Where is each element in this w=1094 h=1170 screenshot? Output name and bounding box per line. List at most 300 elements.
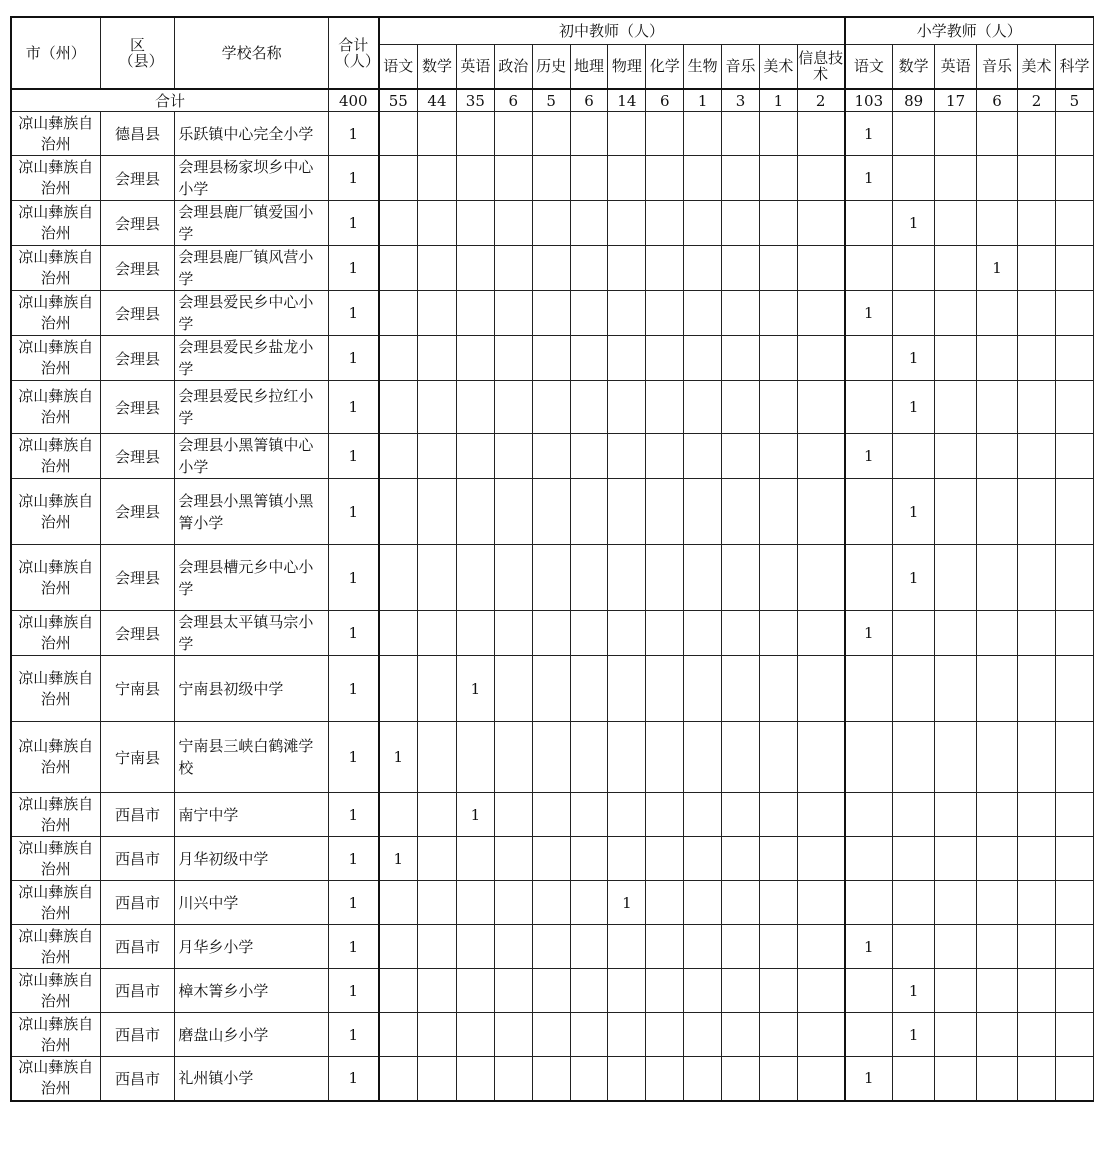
totals-total: 400: [328, 89, 378, 112]
middle-value-cell: [646, 837, 684, 881]
middle-value-cell: [722, 881, 760, 925]
middle-value-cell: [418, 611, 457, 656]
middle-value-cell: [532, 1013, 570, 1057]
school-name-cell: 会理县太平镇马宗小学: [175, 611, 329, 656]
primary-value-cell: [935, 1013, 977, 1057]
totals-primary-cell: 6: [977, 89, 1018, 112]
middle-value-cell: [646, 291, 684, 336]
primary-value-cell: [1018, 112, 1056, 156]
primary-value-cell: [935, 479, 977, 545]
primary-value-cell: [1055, 201, 1093, 246]
middle-value-cell: [684, 291, 722, 336]
middle-value-cell: [684, 1013, 722, 1057]
row-total-cell: 1: [328, 1013, 378, 1057]
middle-value-cell: [456, 246, 494, 291]
primary-value-cell: [1018, 722, 1056, 793]
row-total-cell: 1: [328, 837, 378, 881]
middle-value-cell: [759, 479, 797, 545]
middle-value-cell: [759, 291, 797, 336]
header-middle-subject: 信息技术: [797, 44, 844, 89]
totals-middle-cell: 55: [379, 89, 418, 112]
primary-value-cell: [977, 969, 1018, 1013]
middle-value-cell: [797, 381, 844, 434]
school-name-cell: 会理县鹿厂镇风营小学: [175, 246, 329, 291]
district-cell: 会理县: [100, 336, 175, 381]
middle-value-cell: [722, 925, 760, 969]
primary-value-cell: [977, 201, 1018, 246]
middle-value-cell: [608, 656, 646, 722]
table-row: [11, 722, 1094, 793]
middle-value-cell: [418, 969, 457, 1013]
district-cell: 会理县: [100, 545, 175, 611]
middle-value-cell: 1: [456, 793, 494, 837]
primary-value-cell: [1055, 969, 1093, 1013]
row-total-cell: 1: [328, 291, 378, 336]
district-cell: 会理县: [100, 291, 175, 336]
teacher-allocation-table: [10, 16, 1094, 1102]
primary-value-cell: [977, 656, 1018, 722]
middle-value-cell: [646, 925, 684, 969]
middle-value-cell: [684, 545, 722, 611]
middle-value-cell: [722, 837, 760, 881]
row-total-cell: 1: [328, 156, 378, 201]
middle-value-cell: [379, 112, 418, 156]
middle-value-cell: [379, 793, 418, 837]
school-name-cell: 会理县槽元乡中心小学: [175, 545, 329, 611]
middle-value-cell: [456, 201, 494, 246]
middle-value-cell: [456, 1057, 494, 1101]
middle-value-cell: [759, 925, 797, 969]
city-cell: 凉山彝族自治州: [11, 1013, 100, 1057]
totals-row: [11, 89, 1094, 112]
middle-value-cell: [379, 156, 418, 201]
school-name-cell: 宁南县三峡白鹤滩学校: [175, 722, 329, 793]
middle-value-cell: [646, 722, 684, 793]
middle-value-cell: [456, 381, 494, 434]
middle-value-cell: [532, 246, 570, 291]
primary-value-cell: [935, 969, 977, 1013]
primary-value-cell: [1055, 545, 1093, 611]
header-middle-subject: 英语: [456, 44, 494, 89]
middle-value-cell: [684, 434, 722, 479]
middle-value-cell: [570, 722, 608, 793]
primary-value-cell: [935, 381, 977, 434]
middle-value-cell: [646, 793, 684, 837]
middle-value-cell: [797, 479, 844, 545]
row-total-cell: 1: [328, 434, 378, 479]
primary-value-cell: [977, 381, 1018, 434]
middle-value-cell: [797, 837, 844, 881]
middle-value-cell: [494, 1057, 532, 1101]
middle-value-cell: 1: [379, 722, 418, 793]
middle-value-cell: [797, 969, 844, 1013]
district-cell: 会理县: [100, 381, 175, 434]
primary-value-cell: [1018, 969, 1056, 1013]
header-middle-subject: 历史: [532, 44, 570, 89]
totals-middle-cell: 35: [456, 89, 494, 112]
middle-value-cell: [608, 201, 646, 246]
city-cell: 凉山彝族自治州: [11, 881, 100, 925]
primary-value-cell: [977, 925, 1018, 969]
middle-value-cell: [532, 479, 570, 545]
middle-value-cell: [570, 881, 608, 925]
row-total-cell: 1: [328, 545, 378, 611]
middle-value-cell: [418, 1013, 457, 1057]
middle-value-cell: [684, 381, 722, 434]
primary-value-cell: [845, 479, 893, 545]
row-total-cell: 1: [328, 656, 378, 722]
middle-value-cell: [722, 969, 760, 1013]
school-name-cell: 礼州镇小学: [175, 1057, 329, 1101]
middle-value-cell: [797, 1057, 844, 1101]
middle-value-cell: [532, 434, 570, 479]
middle-value-cell: [797, 1013, 844, 1057]
middle-value-cell: [494, 156, 532, 201]
middle-value-cell: [418, 925, 457, 969]
middle-value-cell: [608, 381, 646, 434]
middle-value-cell: [759, 1057, 797, 1101]
middle-value-cell: [379, 434, 418, 479]
table-row: [11, 112, 1094, 156]
row-total-cell: 1: [328, 1057, 378, 1101]
middle-value-cell: [722, 336, 760, 381]
middle-value-cell: [456, 969, 494, 1013]
middle-value-cell: [646, 1013, 684, 1057]
middle-value-cell: [418, 545, 457, 611]
middle-value-cell: [608, 336, 646, 381]
middle-value-cell: [608, 112, 646, 156]
table-row: [11, 1013, 1094, 1057]
middle-value-cell: [570, 434, 608, 479]
primary-value-cell: [1018, 479, 1056, 545]
middle-value-cell: [646, 1057, 684, 1101]
middle-value-cell: [570, 611, 608, 656]
primary-value-cell: [893, 246, 935, 291]
middle-value-cell: [532, 201, 570, 246]
primary-value-cell: 1: [845, 611, 893, 656]
primary-value-cell: [935, 881, 977, 925]
primary-value-cell: [893, 291, 935, 336]
middle-value-cell: [570, 291, 608, 336]
table-row: [11, 793, 1094, 837]
middle-value-cell: [684, 969, 722, 1013]
middle-value-cell: [532, 881, 570, 925]
primary-value-cell: [893, 611, 935, 656]
row-total-cell: 1: [328, 336, 378, 381]
middle-value-cell: [532, 925, 570, 969]
middle-value-cell: [418, 291, 457, 336]
school-name-cell: 南宁中学: [175, 793, 329, 837]
middle-value-cell: [722, 1057, 760, 1101]
row-total-cell: 1: [328, 793, 378, 837]
header-middle-subject: 美术: [759, 44, 797, 89]
primary-value-cell: [1055, 925, 1093, 969]
middle-value-cell: [418, 112, 457, 156]
primary-value-cell: 1: [845, 925, 893, 969]
table-row: [11, 156, 1094, 201]
header-total: 合计（人）: [328, 17, 378, 89]
school-name-cell: 会理县小黑箐镇小黑箐小学: [175, 479, 329, 545]
middle-value-cell: [684, 479, 722, 545]
middle-value-cell: [722, 656, 760, 722]
primary-value-cell: 1: [893, 336, 935, 381]
primary-value-cell: [1055, 722, 1093, 793]
middle-value-cell: [418, 201, 457, 246]
row-total-cell: 1: [328, 201, 378, 246]
middle-value-cell: [759, 112, 797, 156]
city-cell: 凉山彝族自治州: [11, 479, 100, 545]
header-primary-subject: 音乐: [977, 44, 1018, 89]
table-row: [11, 1057, 1094, 1101]
middle-value-cell: [494, 246, 532, 291]
middle-value-cell: [494, 291, 532, 336]
primary-value-cell: 1: [845, 156, 893, 201]
middle-value-cell: [379, 611, 418, 656]
primary-value-cell: [935, 201, 977, 246]
middle-value-cell: [608, 969, 646, 1013]
primary-value-cell: [893, 925, 935, 969]
middle-value-cell: [379, 545, 418, 611]
header-middle-subject: 物理: [608, 44, 646, 89]
district-cell: 会理县: [100, 479, 175, 545]
primary-value-cell: [977, 1057, 1018, 1101]
middle-value-cell: [494, 969, 532, 1013]
middle-value-cell: [532, 381, 570, 434]
middle-value-cell: [570, 201, 608, 246]
middle-value-cell: [494, 656, 532, 722]
table-row: [11, 837, 1094, 881]
city-cell: 凉山彝族自治州: [11, 381, 100, 434]
table-row: [11, 611, 1094, 656]
totals-middle-cell: 1: [684, 89, 722, 112]
header-middle-subject: 数学: [418, 44, 457, 89]
city-cell: 凉山彝族自治州: [11, 969, 100, 1013]
primary-value-cell: [935, 434, 977, 479]
primary-value-cell: [1055, 1013, 1093, 1057]
row-total-cell: 1: [328, 969, 378, 1013]
primary-value-cell: [1018, 246, 1056, 291]
middle-value-cell: [494, 545, 532, 611]
middle-value-cell: [759, 881, 797, 925]
primary-value-cell: [1018, 545, 1056, 611]
district-cell: 会理县: [100, 246, 175, 291]
middle-value-cell: [379, 479, 418, 545]
primary-value-cell: [935, 336, 977, 381]
header-primary-group: 小学教师（人）: [845, 17, 1094, 44]
middle-value-cell: [379, 336, 418, 381]
primary-value-cell: [1055, 112, 1093, 156]
city-cell: 凉山彝族自治州: [11, 434, 100, 479]
table-row: [11, 434, 1094, 479]
primary-value-cell: [845, 837, 893, 881]
primary-value-cell: [935, 656, 977, 722]
primary-value-cell: [1018, 1013, 1056, 1057]
middle-value-cell: [418, 479, 457, 545]
middle-value-cell: [608, 611, 646, 656]
middle-value-cell: [532, 656, 570, 722]
header-primary-subject: 英语: [935, 44, 977, 89]
primary-value-cell: [1055, 793, 1093, 837]
middle-value-cell: [722, 291, 760, 336]
middle-value-cell: [646, 611, 684, 656]
middle-value-cell: [532, 112, 570, 156]
header-city: 市（州）: [11, 17, 100, 89]
primary-value-cell: [893, 656, 935, 722]
middle-value-cell: [797, 246, 844, 291]
primary-value-cell: [977, 881, 1018, 925]
primary-value-cell: [977, 336, 1018, 381]
middle-value-cell: [759, 793, 797, 837]
middle-value-cell: [684, 246, 722, 291]
middle-value-cell: [379, 246, 418, 291]
middle-value-cell: [570, 479, 608, 545]
middle-value-cell: [759, 1013, 797, 1057]
district-cell: 西昌市: [100, 969, 175, 1013]
primary-value-cell: 1: [893, 1013, 935, 1057]
city-cell: 凉山彝族自治州: [11, 837, 100, 881]
primary-value-cell: [845, 881, 893, 925]
totals-primary-cell: 89: [893, 89, 935, 112]
middle-value-cell: [418, 881, 457, 925]
middle-value-cell: [532, 837, 570, 881]
middle-value-cell: [418, 434, 457, 479]
middle-value-cell: [797, 722, 844, 793]
row-total-cell: 1: [328, 722, 378, 793]
middle-value-cell: [570, 156, 608, 201]
city-cell: 凉山彝族自治州: [11, 793, 100, 837]
middle-value-cell: [797, 112, 844, 156]
primary-value-cell: [845, 201, 893, 246]
middle-value-cell: [418, 837, 457, 881]
primary-value-cell: [935, 837, 977, 881]
middle-value-cell: [418, 793, 457, 837]
district-cell: 宁南县: [100, 722, 175, 793]
middle-value-cell: [684, 201, 722, 246]
middle-value-cell: [646, 881, 684, 925]
middle-value-cell: [570, 925, 608, 969]
primary-value-cell: [1055, 611, 1093, 656]
primary-value-cell: [1055, 881, 1093, 925]
middle-value-cell: [797, 881, 844, 925]
primary-value-cell: [1018, 837, 1056, 881]
middle-value-cell: [608, 793, 646, 837]
primary-value-cell: [1055, 479, 1093, 545]
totals-middle-cell: 1: [759, 89, 797, 112]
primary-value-cell: [1055, 336, 1093, 381]
middle-value-cell: [646, 969, 684, 1013]
header-middle-subject: 化学: [646, 44, 684, 89]
primary-value-cell: [977, 434, 1018, 479]
table-row: [11, 336, 1094, 381]
middle-value-cell: [379, 1013, 418, 1057]
middle-value-cell: [608, 1057, 646, 1101]
middle-value-cell: [570, 112, 608, 156]
header-middle-group: 初中教师（人）: [379, 17, 845, 44]
primary-value-cell: [845, 545, 893, 611]
middle-value-cell: [456, 434, 494, 479]
primary-value-cell: 1: [893, 969, 935, 1013]
middle-value-cell: [418, 656, 457, 722]
middle-value-cell: [570, 246, 608, 291]
totals-middle-cell: 6: [646, 89, 684, 112]
middle-value-cell: [722, 611, 760, 656]
district-cell: 西昌市: [100, 793, 175, 837]
district-cell: 会理县: [100, 611, 175, 656]
middle-value-cell: [494, 611, 532, 656]
primary-value-cell: [1055, 156, 1093, 201]
middle-value-cell: [608, 545, 646, 611]
primary-value-cell: [1055, 837, 1093, 881]
middle-value-cell: [722, 112, 760, 156]
header-district: 区（县）: [100, 17, 175, 89]
middle-value-cell: [456, 479, 494, 545]
primary-value-cell: [893, 112, 935, 156]
middle-value-cell: [608, 837, 646, 881]
middle-value-cell: [608, 925, 646, 969]
school-name-cell: 会理县爱民乡拉红小学: [175, 381, 329, 434]
middle-value-cell: [797, 291, 844, 336]
middle-value-cell: [456, 112, 494, 156]
primary-value-cell: [845, 246, 893, 291]
primary-value-cell: [1018, 793, 1056, 837]
header-school: 学校名称: [175, 17, 329, 89]
primary-value-cell: [845, 381, 893, 434]
totals-middle-cell: 6: [494, 89, 532, 112]
table-row: [11, 969, 1094, 1013]
city-cell: 凉山彝族自治州: [11, 112, 100, 156]
district-cell: 宁南县: [100, 656, 175, 722]
district-cell: 西昌市: [100, 1013, 175, 1057]
middle-value-cell: 1: [456, 656, 494, 722]
totals-middle-cell: 44: [418, 89, 457, 112]
middle-value-cell: [608, 291, 646, 336]
middle-value-cell: [646, 479, 684, 545]
middle-value-cell: [456, 611, 494, 656]
primary-value-cell: [1018, 336, 1056, 381]
middle-value-cell: [418, 156, 457, 201]
primary-value-cell: [977, 545, 1018, 611]
primary-value-cell: 1: [977, 246, 1018, 291]
totals-primary-cell: 5: [1055, 89, 1093, 112]
primary-value-cell: [935, 545, 977, 611]
middle-value-cell: [759, 545, 797, 611]
middle-value-cell: [494, 837, 532, 881]
school-name-cell: 磨盘山乡小学: [175, 1013, 329, 1057]
middle-value-cell: [456, 837, 494, 881]
primary-value-cell: [893, 434, 935, 479]
primary-value-cell: [1055, 434, 1093, 479]
middle-value-cell: [797, 793, 844, 837]
middle-value-cell: [456, 881, 494, 925]
middle-value-cell: [722, 793, 760, 837]
middle-value-cell: [494, 925, 532, 969]
primary-value-cell: [935, 291, 977, 336]
primary-value-cell: [1018, 656, 1056, 722]
city-cell: 凉山彝族自治州: [11, 656, 100, 722]
primary-value-cell: [1018, 881, 1056, 925]
middle-value-cell: [379, 381, 418, 434]
middle-value-cell: [646, 336, 684, 381]
middle-value-cell: [608, 722, 646, 793]
school-name-cell: 会理县爱民乡中心小学: [175, 291, 329, 336]
middle-value-cell: [608, 1013, 646, 1057]
primary-value-cell: [893, 793, 935, 837]
primary-value-cell: [935, 722, 977, 793]
middle-value-cell: [797, 545, 844, 611]
middle-value-cell: [646, 246, 684, 291]
middle-value-cell: [379, 1057, 418, 1101]
middle-value-cell: [759, 722, 797, 793]
